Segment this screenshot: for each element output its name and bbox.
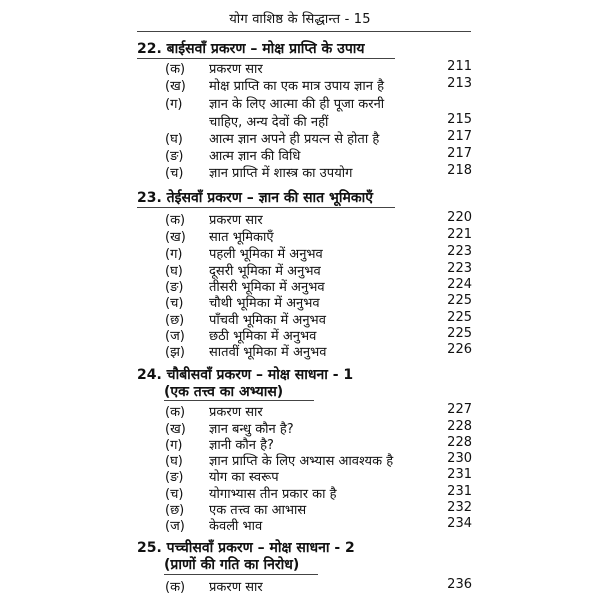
entry-page: 223 bbox=[447, 244, 472, 259]
entry-page: 223 bbox=[447, 261, 472, 276]
entry-text: प्रकरण सार bbox=[209, 405, 263, 420]
entry-mark: (ख) bbox=[165, 230, 186, 245]
entry-text: सातवीं भूमिका में अनुभव bbox=[209, 345, 327, 360]
toc-entry bbox=[0, 227, 600, 243]
section-24-subtitle: (एक तत्त्व का अभ्यास) bbox=[164, 384, 284, 400]
entry-page: 232 bbox=[447, 500, 472, 515]
toc-entry bbox=[0, 402, 600, 418]
section-24-rule bbox=[164, 400, 314, 401]
section-23-rule bbox=[137, 207, 395, 208]
entry-page: 225 bbox=[447, 293, 472, 308]
entry-mark: (च) bbox=[165, 296, 184, 311]
toc-entry bbox=[0, 500, 600, 516]
entry-text: आत्म ज्ञान की विधि bbox=[209, 149, 301, 164]
entry-page: 228 bbox=[447, 435, 472, 450]
entry-mark: (क) bbox=[165, 62, 186, 77]
entry-text: पाँचवी भूमिका में अनुभव bbox=[209, 313, 326, 328]
toc-entry bbox=[0, 59, 600, 75]
toc-entry bbox=[0, 277, 600, 293]
entry-mark: (ज) bbox=[165, 519, 185, 534]
entry-mark: (ङ) bbox=[165, 149, 184, 164]
entry-page: 225 bbox=[447, 326, 472, 341]
toc-entry bbox=[0, 163, 600, 179]
entry-page: 224 bbox=[447, 277, 472, 292]
entry-mark: (घ) bbox=[165, 454, 183, 469]
entry-text: केवली भाव bbox=[209, 519, 263, 534]
section-23-title: 23. तेईसवाँ प्रकरण – ज्ञान की सात भूमिकाएँ bbox=[137, 190, 373, 206]
entry-mark: (च) bbox=[165, 166, 184, 181]
section-24-title: 24. चौबीसवाँ प्रकरण – मोक्ष साधना - 1 bbox=[137, 367, 354, 383]
toc-entry bbox=[0, 342, 600, 358]
toc-entry bbox=[0, 76, 600, 92]
entry-text: ज्ञानी कौन है? bbox=[209, 438, 274, 453]
entry-mark: (छ) bbox=[165, 503, 185, 518]
toc-entry bbox=[0, 419, 600, 435]
entry-page: 211 bbox=[447, 59, 472, 74]
toc-entry bbox=[0, 516, 600, 532]
entry-page: 230 bbox=[447, 451, 472, 466]
entry-text: ज्ञान बन्धु कौन है? bbox=[209, 422, 294, 437]
entry-text: ज्ञान के लिए आत्मा की ही पूजा करनी bbox=[209, 97, 385, 112]
entry-page: 215 bbox=[447, 112, 472, 127]
entry-text: प्रकरण सार bbox=[209, 580, 263, 595]
toc-entry bbox=[0, 577, 600, 593]
entry-page: 227 bbox=[447, 402, 472, 417]
toc-entry bbox=[0, 112, 600, 128]
entry-page: 218 bbox=[447, 163, 472, 178]
entry-page: 234 bbox=[447, 516, 472, 531]
entry-mark: (च) bbox=[165, 487, 184, 502]
entry-text: आत्म ज्ञान अपने ही प्रयत्न से होता है bbox=[209, 132, 380, 147]
entry-mark: (क) bbox=[165, 405, 186, 420]
entry-text: दूसरी भूमिका में अनुभव bbox=[209, 264, 321, 279]
entry-mark: (ङ) bbox=[165, 280, 184, 295]
section-22-title: 22. बाईसवाँ प्रकरण – मोक्ष प्राप्ति के उपाय bbox=[137, 41, 365, 57]
entry-mark: (ग) bbox=[165, 438, 183, 453]
toc-entry bbox=[0, 467, 600, 483]
toc-entry bbox=[0, 94, 600, 110]
entry-page: 217 bbox=[447, 129, 472, 144]
entry-mark: (घ) bbox=[165, 264, 183, 279]
entry-mark: (क) bbox=[165, 213, 186, 228]
entry-text: चौथी भूमिका में अनुभव bbox=[209, 296, 320, 311]
entry-page: 213 bbox=[447, 76, 472, 91]
toc-entry bbox=[0, 129, 600, 145]
entry-mark: (छ) bbox=[165, 313, 185, 328]
section-25-subtitle: (प्राणों की गति का निरोध) bbox=[164, 557, 300, 573]
entry-text: प्रकरण सार bbox=[209, 62, 263, 77]
entry-page: 220 bbox=[447, 210, 472, 225]
entry-mark: (ङ) bbox=[165, 470, 184, 485]
toc-entry bbox=[0, 451, 600, 467]
entry-page: 231 bbox=[447, 484, 472, 499]
toc-entry bbox=[0, 326, 600, 342]
section-25-title: 25. पच्चीसवाँ प्रकरण – मोक्ष साधना - 2 bbox=[137, 540, 355, 556]
entry-mark: (ख) bbox=[165, 422, 186, 437]
entry-text: प्रकरण सार bbox=[209, 213, 263, 228]
toc-entry bbox=[0, 484, 600, 500]
entry-text: मोक्ष प्राप्ति का एक मात्र उपाय ज्ञान है bbox=[209, 79, 385, 94]
entry-mark: (झ) bbox=[165, 345, 185, 360]
entry-mark: (क) bbox=[165, 580, 186, 595]
entry-page: 221 bbox=[447, 227, 472, 242]
entry-page: 231 bbox=[447, 467, 472, 482]
running-header: योग वाशिष्ठ के सिद्धान्त - 15 bbox=[229, 12, 371, 27]
toc-entry bbox=[0, 435, 600, 451]
entry-mark: (ज) bbox=[165, 329, 185, 344]
toc-entry bbox=[0, 261, 600, 277]
entry-mark: (ग) bbox=[165, 97, 183, 112]
entry-text: छठी भूमिका में अनुभव bbox=[209, 329, 317, 344]
entry-page: 226 bbox=[447, 342, 472, 357]
entry-text: पहली भूमिका में अनुभव bbox=[209, 247, 323, 262]
entry-text: ज्ञान प्राप्ति के लिए अभ्यास आवश्यक है bbox=[209, 454, 394, 469]
toc-entry bbox=[0, 293, 600, 309]
entry-text: ज्ञान प्राप्ति में शास्त्र का उपयोग bbox=[209, 166, 353, 181]
entry-mark: (ख) bbox=[165, 79, 186, 94]
toc-entry bbox=[0, 146, 600, 162]
entry-page: 228 bbox=[447, 419, 472, 434]
header-rule bbox=[137, 31, 471, 32]
entry-mark: (घ) bbox=[165, 132, 183, 147]
toc-entry bbox=[0, 310, 600, 326]
entry-text: एक तत्त्व का आभास bbox=[209, 503, 307, 518]
entry-text: योग का स्वरूप bbox=[209, 470, 279, 485]
toc-entry bbox=[0, 210, 600, 226]
entry-page: 217 bbox=[447, 146, 472, 161]
section-25-rule bbox=[164, 574, 318, 575]
entry-text: तीसरी भूमिका में अनुभव bbox=[209, 280, 325, 295]
entry-text: योगाभ्यास तीन प्रकार का है bbox=[209, 487, 337, 502]
entry-text: सात भूमिकाएँ bbox=[209, 230, 274, 245]
entry-page: 236 bbox=[447, 577, 472, 592]
entry-page: 225 bbox=[447, 310, 472, 325]
entry-text: चाहिए, अन्य देवों की नहीं bbox=[209, 115, 329, 130]
entry-mark: (ग) bbox=[165, 247, 183, 262]
toc-entry bbox=[0, 244, 600, 260]
